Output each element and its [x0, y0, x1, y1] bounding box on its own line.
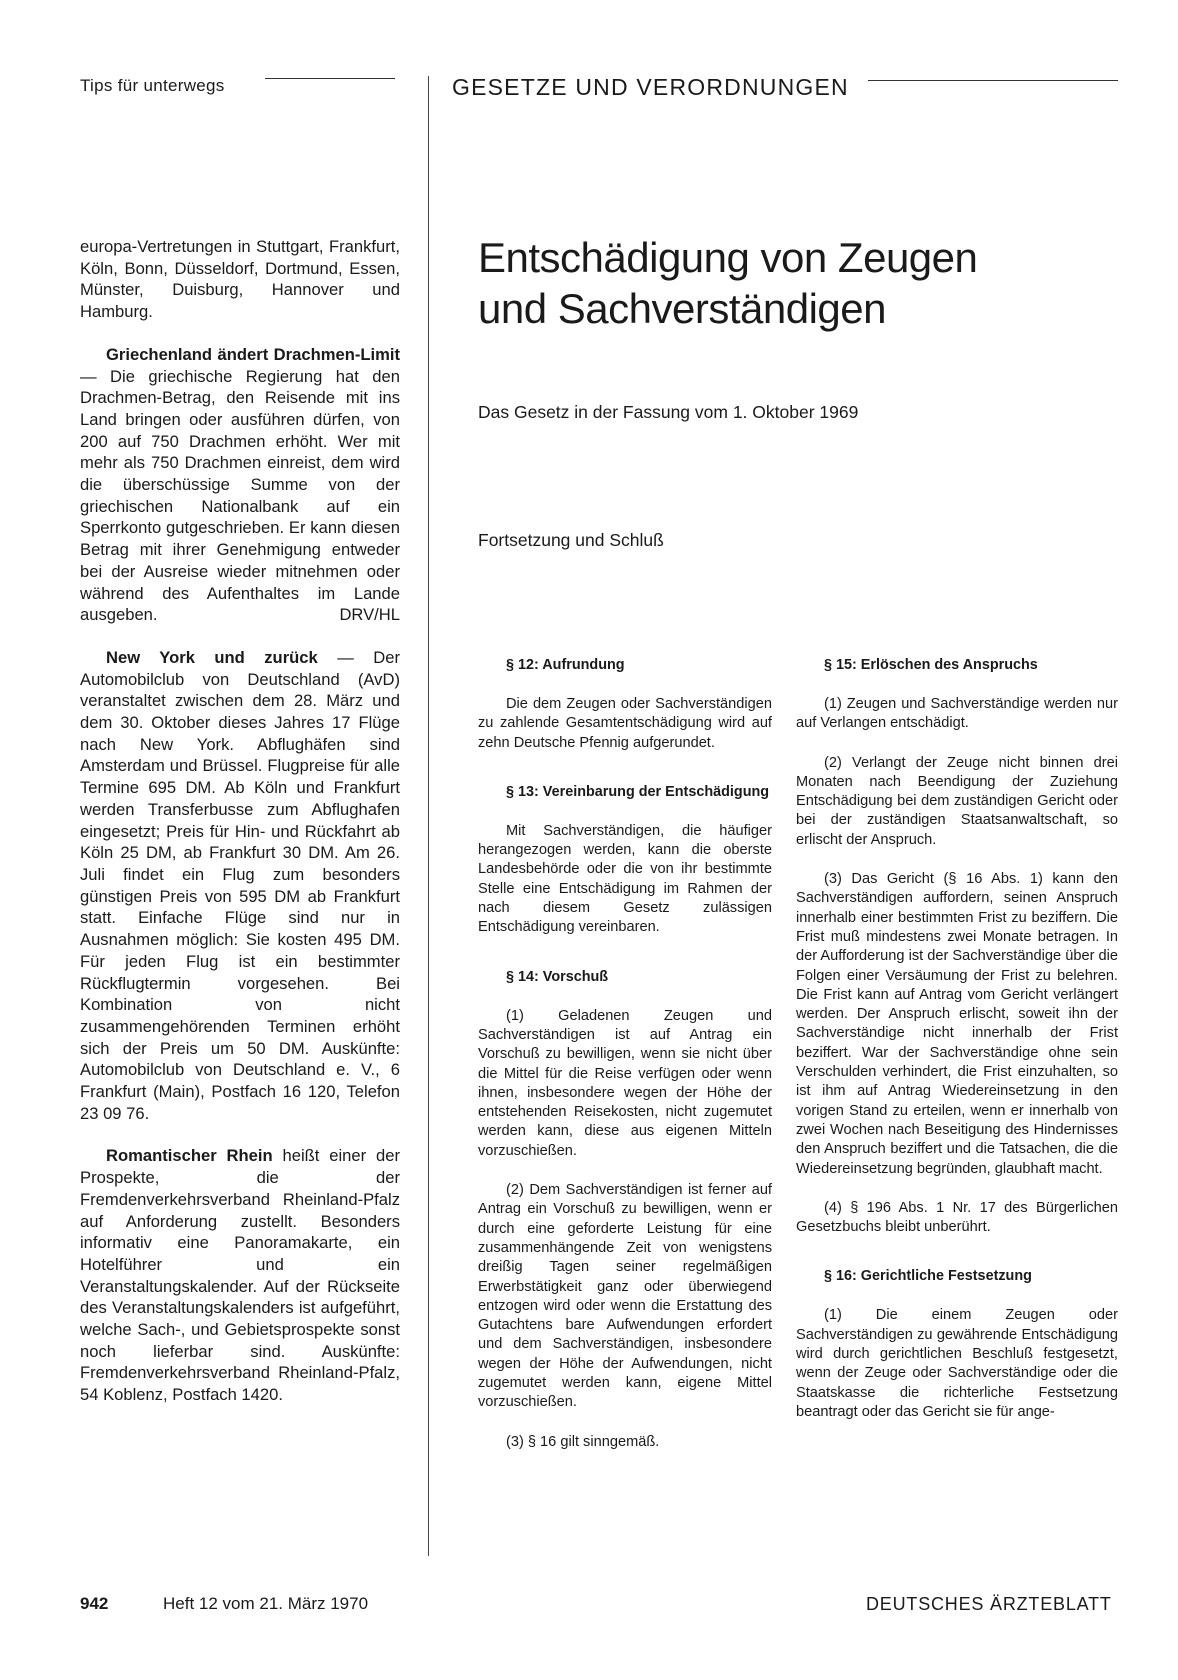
- section-heading-12: § 12: Aufrundung: [506, 657, 625, 673]
- page-number: 942: [80, 1594, 109, 1613]
- tip-heading: New York und zurück: [106, 647, 318, 667]
- section-paragraph: (4) § 196 Abs. 1 Nr. 17 des Bürgerlichen Gesetzbuchs bleibt unberührt.: [796, 1199, 1118, 1236]
- tip-signature: DRV/HL: [339, 605, 400, 625]
- tip-new-york: [80, 647, 400, 1124]
- tip-heading: Griechenland ändert Drachmen-Limit: [106, 344, 400, 364]
- tip-heading: Romantischer Rhein: [106, 1146, 273, 1166]
- article-title-line-1: Entschädigung von Zeugen: [478, 234, 978, 281]
- header-rule-left: [265, 78, 395, 79]
- section-heading-13: § 13: Vereinbarung der Entschädigung: [506, 783, 770, 800]
- tip-body: heißt einer der Prospekte, die der Fremdenverkehrsverband Rheinland-Pfalz auf Anforderung zustellt. Besonders informativ eine Panoramakarte, ein Hotelführer und ein Veranstaltungskalender. Auf der Rückseite des Veranstaltungskalenders ist aufgeführt, welche Sach-, und Gebietsprospekte sonst noch lieferbar sind. Auskünfte: Fremdenverkehrsverband Rheinland-Pfalz, 54 Koblenz, Postfach 1420.: [80, 1146, 400, 1405]
- continuation-note: Fortsetzung und Schluß: [478, 530, 664, 550]
- article-subtitle: Das Gesetz in der Fassung vom 1. Oktober 1969: [478, 402, 859, 422]
- section-header: GESETZE UND VERORDNUNGEN: [452, 74, 849, 100]
- tip-greece: [80, 344, 400, 626]
- article-column-a: [478, 656, 772, 1472]
- article-column-b: [796, 656, 1118, 1442]
- travel-tips-column: [80, 236, 400, 1427]
- section-heading-14: § 14: Vorschuß: [506, 968, 609, 985]
- section-paragraph: Mit Sachverständigen, die häufiger herangezogen werden, kann die oberste Landesbehörde oder die von ihr bestimmte Stelle eine Entschädigung im Rahmen der nach diesem Gesetz zulässigen Entschädigung vereinbaren.: [478, 822, 772, 936]
- section-paragraph: (3) § 16 gilt sinngemäß.: [506, 1433, 660, 1450]
- tip-rhein: [80, 1145, 400, 1405]
- section-paragraph: Die dem Zeugen oder Sachverständigen zu zahlende Gesamtentschädigung wird auf zehn Deutsche Pfennig aufgerundet.: [478, 696, 772, 751]
- tip-paragraph-continued: europa-Vertretungen in Stuttgart, Frankfurt, Köln, Bonn, Düsseldorf, Dortmund, Essen, Münster, Duisburg, Hannover und Hamburg.: [80, 237, 400, 322]
- section-paragraph: (1) Die einem Zeugen oder Sachverständigen zu gewährende Entschädigung wird durch gerichtlichen Beschluß festgesetzt, wenn der Zeuge oder Sachverständige oder die Staatskasse die richterliche Festsetzung beantragt oder das Gericht sie für ange-: [796, 1307, 1118, 1420]
- section-paragraph: (1) Geladenen Zeugen und Sachverständigen ist auf Antrag ein Vorschuß zu bewilligen, wenn sie nicht über die Mittel für die Reise verfügen oder wenn ihnen, insbesondere wegen der Höhe der entstehenden Reisekosten, nicht zugemutet werden kann, diese aus eigenen Mitteln vorzuschießen.: [478, 1007, 772, 1159]
- tip-body: — Der Automobilclub von Deutschland (AvD) veranstaltet zwischen dem 28. März und dem 30. Oktober dieses Jahres 17 Flüge nach New York. Abflughäfen sind Amsterdam und Brüssel. Flugpreise für alle Termine 695 DM. Ab Köln und Frankfurt werden Transferbusse zum Abflughafen eingesetzt; Preis für Hin- und Rückfahrt ab Köln 25 DM, ab Frankfurt 30 DM. Am 26. Juli findet ein Flug zum besonders günstigen Preis von 595 DM ab Frankfurt statt. Einfache Flüge sind nur in Ausnahmen möglich: Sie kosten 495 DM. Für jeden Flug ist ein bestimmter Rückflugtermin vorgesehen. Bei Kombination von nicht zusammengehörenden Terminen erhöht sich der Preis um 50 DM. Auskünfte: Automobilclub von Deutschland e. V., 6 Frankfurt (Main), Postfach 16 120, Telefon 23 09 76.: [80, 647, 400, 1123]
- section-heading-15: § 15: Erlöschen des Anspruchs: [824, 657, 1038, 673]
- running-header-left: Tips für unterwegs: [80, 76, 225, 95]
- header-rule-right: [868, 80, 1118, 81]
- article-title: [478, 232, 1118, 334]
- section-heading-16: § 16: Gerichtliche Festsetzung: [824, 1268, 1032, 1285]
- column-divider: [428, 76, 429, 1556]
- publication-name: DEUTSCHES ÄRZTEBLATT: [866, 1594, 1112, 1614]
- section-paragraph: (2) Verlangt der Zeuge nicht binnen drei Monaten nach Beendigung der Zuziehung Entschädigung bei dem zuständigen Gericht oder bei der zuständigen Staatsanwaltschaft, so erlischt der Anspruch.: [796, 754, 1118, 848]
- article-title-line-2: und Sachverständigen: [478, 285, 886, 332]
- section-paragraph: (3) Das Gericht (§ 16 Abs. 1) kann den Sachverständigen auffordern, seinen Anspruch innerhalb einer bestimmten Frist zu beziffern. Die Frist muß mindestens zwei Monate betragen. In der Aufforderung ist der Sachverständige über die Folgen einer Versäumung der Frist zu belehren. Die Frist kann auf Antrag vom Gericht verlängert werden. Der Anspruch erlischt, soweit ihn der Sachverständige nicht innerhalb der Frist beziffert. War der Sachverständige ohne sein Verschulden verhindert, die Frist einzuhalten, so ist ihm auf Antrag Wiedereinsetzung in den vorigen Stand zu erteilen, wenn er innerhalb von zwei Wochen nach Beseitigung des Hindernisses den Anspruch beziffert und die Tatsachen, die die Wiedereinsetzung begründen, glaubhaft macht.: [796, 871, 1118, 1177]
- section-paragraph: (1) Zeugen und Sachverständige werden nur auf Verlangen entschädigt.: [796, 696, 1118, 732]
- tip-body: — Die griechische Regierung hat den Drachmen-Betrag, den Reisende mit ins Land bringen oder ausführen dürfen, von 200 auf 750 Drachmen erhöht. Wer mit mehr als 750 Drachmen einreist, dem wird die überschüssige Summe von der griechischen Nationalbank auf ein Sperrkonto gutgeschrieben. Er kann diesen Betrag mit ihrer Genehmigung entweder bei der Ausreise wieder mitnehmen oder während des Aufenthaltes im Lande ausgeben.: [80, 366, 400, 625]
- issue-info: Heft 12 vom 21. März 1970: [163, 1594, 369, 1613]
- section-paragraph: (2) Dem Sachverständigen ist ferner auf Antrag ein Vorschuß zu bewilligen, wenn er durch eine geforderte Leistung für eine zusammenhängende Zeit von wenigstens dreißig Tagen seiner regelmäßigen Erwerbstätigkeit ganz oder überwiegend entzogen wird oder wenn die Erstattung des Gutachtens bare Aufwendungen erfordert und dem Sachverständigen, insbesondere wegen der Höhe der Aufwendungen, nicht zugemutet werden kann, eigene Mittel vorzuschießen.: [478, 1182, 772, 1411]
